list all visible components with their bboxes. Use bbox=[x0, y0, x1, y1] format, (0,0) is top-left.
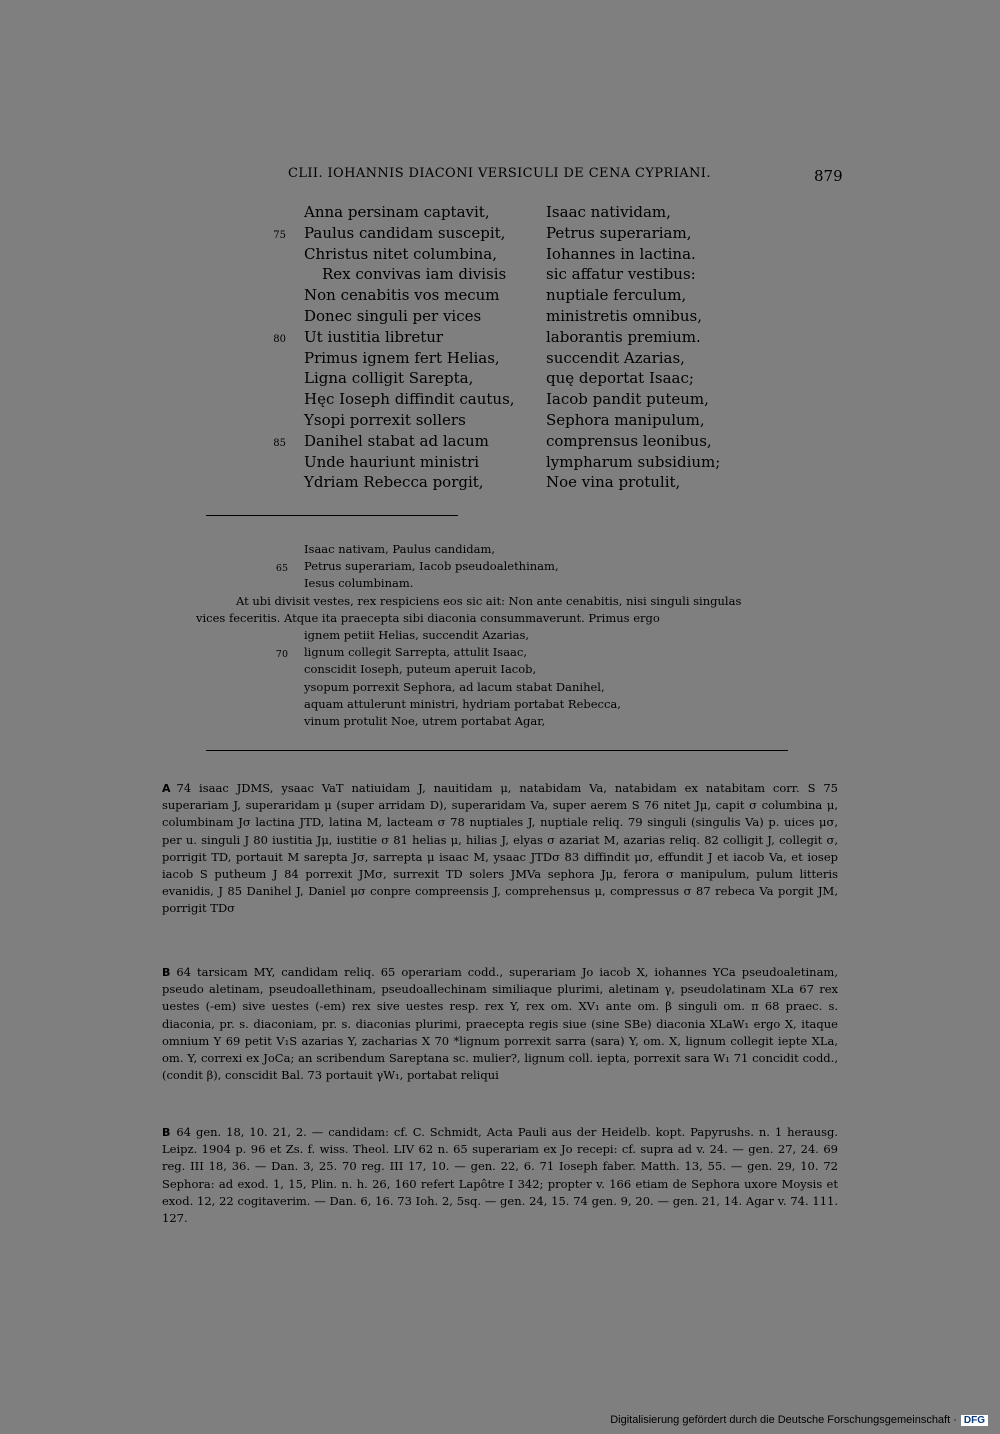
prose-line bbox=[0, 593, 1000, 610]
poem-line bbox=[0, 327, 1000, 348]
prose-text bbox=[0, 541, 1000, 730]
poem-line bbox=[0, 306, 1000, 327]
poem-line bbox=[0, 368, 1000, 389]
prose-line bbox=[0, 661, 1000, 678]
verse-left: Primus ignem fert Helias, bbox=[304, 348, 500, 367]
line-number: 85 bbox=[273, 437, 286, 449]
verse-left: Anna persinam captavit, bbox=[304, 203, 490, 221]
prose-text-line: Isaac nativam, Paulus candidam, bbox=[304, 542, 496, 556]
poem-line bbox=[0, 264, 1000, 285]
verse-right: ministretis omnibus, bbox=[546, 306, 702, 325]
apparatus-text: 64 tarsicam MY, candidam reliq. 65 operariam codd., superariam Jo iacob X, iohannes YCa pseudoaletinam, pseudo aletinam, pseudoallethinam, pseudoallechinam similiaque plurimi, aletinam γ, pseudolatinam XLa 67 rex uestes (-em) sive uestes (-em) rex sive uestes resp. rex Y, rex om. XV₁ ante om. β singuli om. π 68 praec. s. diaconia, pr. s. diaconiam, pr. s. diaconias plurimi, praecepta regis siue (sine SBe) diaconia XLaW₁ ergo X, itaque omnium Y 69 petit V₁S azarias Y, zacharias X 70 *lignum porrexit sarra (sara) Y, om. X, lignum collegit iepte XLa, om. Y, correxi ex JoCa; an scribendum Sareptana sc. mulier?, lignum coll. iepta, porrexit sara W₁ 71 concidit codd., (condit β), conscidit Bal. 73 portauit γW₁, portabat reliqui bbox=[162, 965, 838, 1083]
prose-line bbox=[0, 644, 1000, 661]
apparatus-b bbox=[162, 964, 838, 1084]
poem-line bbox=[0, 223, 1000, 244]
prose-text-line: At ubi divisit vestes, rex respiciens eos sic ait: Non ante cenabitis, nisi singuli singulas bbox=[236, 593, 742, 608]
prose-text-line: lignum collegit Sarrepta, attulit Isaac, bbox=[304, 645, 528, 660]
apparatus-sources bbox=[162, 1124, 838, 1227]
poem-line bbox=[0, 431, 1000, 452]
verse-right: Petrus superariam, bbox=[546, 223, 692, 242]
prose-text-line: vices feceritis. Atque ita praecepta sibi diaconia consummaverunt. Primus ergo bbox=[196, 610, 660, 625]
poem-line bbox=[0, 244, 1000, 265]
verse-left: Ydriam Rebecca porgit, bbox=[304, 473, 484, 492]
verse-right: succendit Azarias, bbox=[546, 348, 685, 367]
verse-left: Ligna colligit Sarepta, bbox=[304, 369, 474, 388]
prose-line bbox=[0, 575, 1000, 592]
poem-line bbox=[0, 389, 1000, 410]
prose-line bbox=[0, 679, 1000, 696]
running-title: CLII. IOHANNIS DIACONI VERSICULI DE CENA CYPRIANI. bbox=[288, 166, 711, 181]
verse-right: laborantis premium. bbox=[546, 327, 701, 346]
verse-right: Isaac natividam, bbox=[546, 203, 671, 221]
dfg-logo[interactable]: DFG bbox=[961, 1415, 988, 1426]
apparatus-a bbox=[162, 780, 838, 918]
prose-line bbox=[0, 558, 1000, 575]
verse-right: Iacob pandit puteum, bbox=[546, 390, 709, 409]
verse-left: Danihel stabat ad lacum bbox=[304, 431, 489, 450]
divider-rule bbox=[206, 515, 458, 516]
credit-text: Digitalisierung gefördert durch die Deutsche Forschungsgemeinschaft · bbox=[610, 1414, 957, 1426]
line-number: 75 bbox=[273, 229, 286, 241]
prose-text-line: Iesus columbinam. bbox=[304, 576, 414, 591]
prose-text-line: ignem petiit Helias, succendit Azarias, bbox=[304, 627, 530, 642]
line-number: 65 bbox=[275, 563, 288, 575]
verse-left: Christus nitet columbina, bbox=[304, 244, 498, 263]
prose-line bbox=[0, 713, 1000, 730]
verse-right: Sephora manipulum, bbox=[546, 410, 705, 429]
apparatus-label: B bbox=[162, 1126, 171, 1139]
poem-line bbox=[0, 452, 1000, 473]
prose-text-line: vinum protulit Noe, utrem portabat Agar, bbox=[304, 713, 546, 728]
footer-credit bbox=[610, 1414, 988, 1426]
verse-left: Ysopi porrexit sollers bbox=[304, 410, 466, 429]
verse-right: comprensus leonibus, bbox=[546, 431, 712, 450]
apparatus-text: 74 isaac JDMS, ysaac VaT natiuidam J, nauitidam μ, natabidam Va, natabidam ex natabitam corr. S 75 superariam J, superaridam μ (super arridam D), superaridam Va, super aerem S 76 nitet Jμ, capit σ columbina μ, columbinam Jσ lactina JTD, latina M, lacteam σ 78 nuptiales J, nuptiale reliq. 79 singuli (singulis Va) p. uices μσ, per u. singuli J 80 iustitia Jμ, iustitie σ 81 helias μ, hilias J, elyas σ azariat M, azarias reliq. 82 colligit J, collegit σ, porrigit TD, portauit M sarepta Jσ, sarrepta μ isaac M, ysaac JTDσ 83 diffindit μσ, effundit J et iacob Va, et iosep iacob S putheum J 84 porrexit JMσ, surrexit TD solers JMVa sephora Jμ, ferora σ manipulum, pulum litteris evanidis, J 85 Danihel J, Daniel μσ conpre compreensis J, comprehensus μ, compressus σ 87 rebeca Va porgit JM, porrigit TDσ bbox=[162, 781, 838, 916]
prose-line bbox=[0, 610, 1000, 627]
verse-right: Noe vina protulit, bbox=[546, 473, 681, 492]
apparatus-text: 64 gen. 18, 10. 21, 2. — candidam: cf. C. Schmidt, Acta Pauli aus der Heidelb. kopt. Papyrushs. n. 1 herausg. Leipz. 1904 p. 96 et Zs. f. wiss. Theol. LIV 62 n. 65 superariam ex Jo recepi: cf. supra ad v. 24. — gen. 27, 24. 69 reg. III 18, 36. — Dan. 3, 25. 70 reg. III 17, 10. — gen. 22, 6. 71 Ioseph faber. Matth. 13, 55. — gen. 29, 10. 72 Sephora: ad exod. 1, 15, Plin. n. h. 26, 160 refert Lapôtre I 342; propter v. 166 etiam de Sephora uxore Moysis et exod. 12, 22 cogitaverim. — Dan. 6, 16. 73 Ioh. 2, 5sq. — gen. 24, 15. 74 gen. 9, 20. — gen. 21, 14. Agar v. 74. 111. 127. bbox=[162, 1125, 838, 1226]
page-header bbox=[0, 166, 1000, 190]
line-number: 70 bbox=[275, 649, 288, 661]
poem-text bbox=[0, 202, 1000, 493]
verse-left: Ut iustitia libretur bbox=[304, 327, 444, 346]
verse-left: Paulus candidam suscepit, bbox=[304, 223, 506, 242]
poem-line bbox=[0, 410, 1000, 431]
verse-right: nuptiale ferculum, bbox=[546, 286, 687, 305]
divider-rule bbox=[206, 750, 788, 751]
verse-left: Hęc Ioseph diffindit cautus, bbox=[304, 390, 515, 409]
prose-text-line: aquam attulerunt ministri, hydriam portabat Rebecca, bbox=[304, 696, 621, 711]
prose-text-line: Petrus superariam, Iacob pseudoalethinam, bbox=[304, 559, 559, 574]
verse-left: Donec singuli per vices bbox=[304, 306, 482, 325]
prose-line bbox=[0, 696, 1000, 713]
apparatus-label: A bbox=[162, 782, 171, 795]
prose-text-line: ysopum porrexit Sephora, ad lacum stabat Danihel, bbox=[304, 679, 605, 694]
poem-line bbox=[0, 348, 1000, 369]
verse-left: Rex convivas iam divisis bbox=[322, 265, 507, 284]
verse-left: Non cenabitis vos mecum bbox=[304, 286, 500, 305]
page-number: 879 bbox=[814, 167, 843, 185]
verse-right: lympharum subsidium; bbox=[546, 452, 721, 471]
line-number: 80 bbox=[273, 333, 286, 345]
prose-line bbox=[0, 541, 1000, 558]
poem-line bbox=[0, 202, 1000, 223]
prose-line bbox=[0, 627, 1000, 644]
poem-line bbox=[0, 285, 1000, 306]
verse-right: Iohannes in lactina. bbox=[546, 244, 696, 263]
verse-left: Unde hauriunt ministri bbox=[304, 452, 480, 471]
poem-line bbox=[0, 472, 1000, 493]
verse-right: sic affatur vestibus: bbox=[546, 265, 696, 284]
verse-right: quę deportat Isaac; bbox=[546, 369, 694, 388]
apparatus-label: B bbox=[162, 966, 171, 979]
prose-text-line: conscidit Ioseph, puteum aperuit Iacob, bbox=[304, 662, 537, 677]
